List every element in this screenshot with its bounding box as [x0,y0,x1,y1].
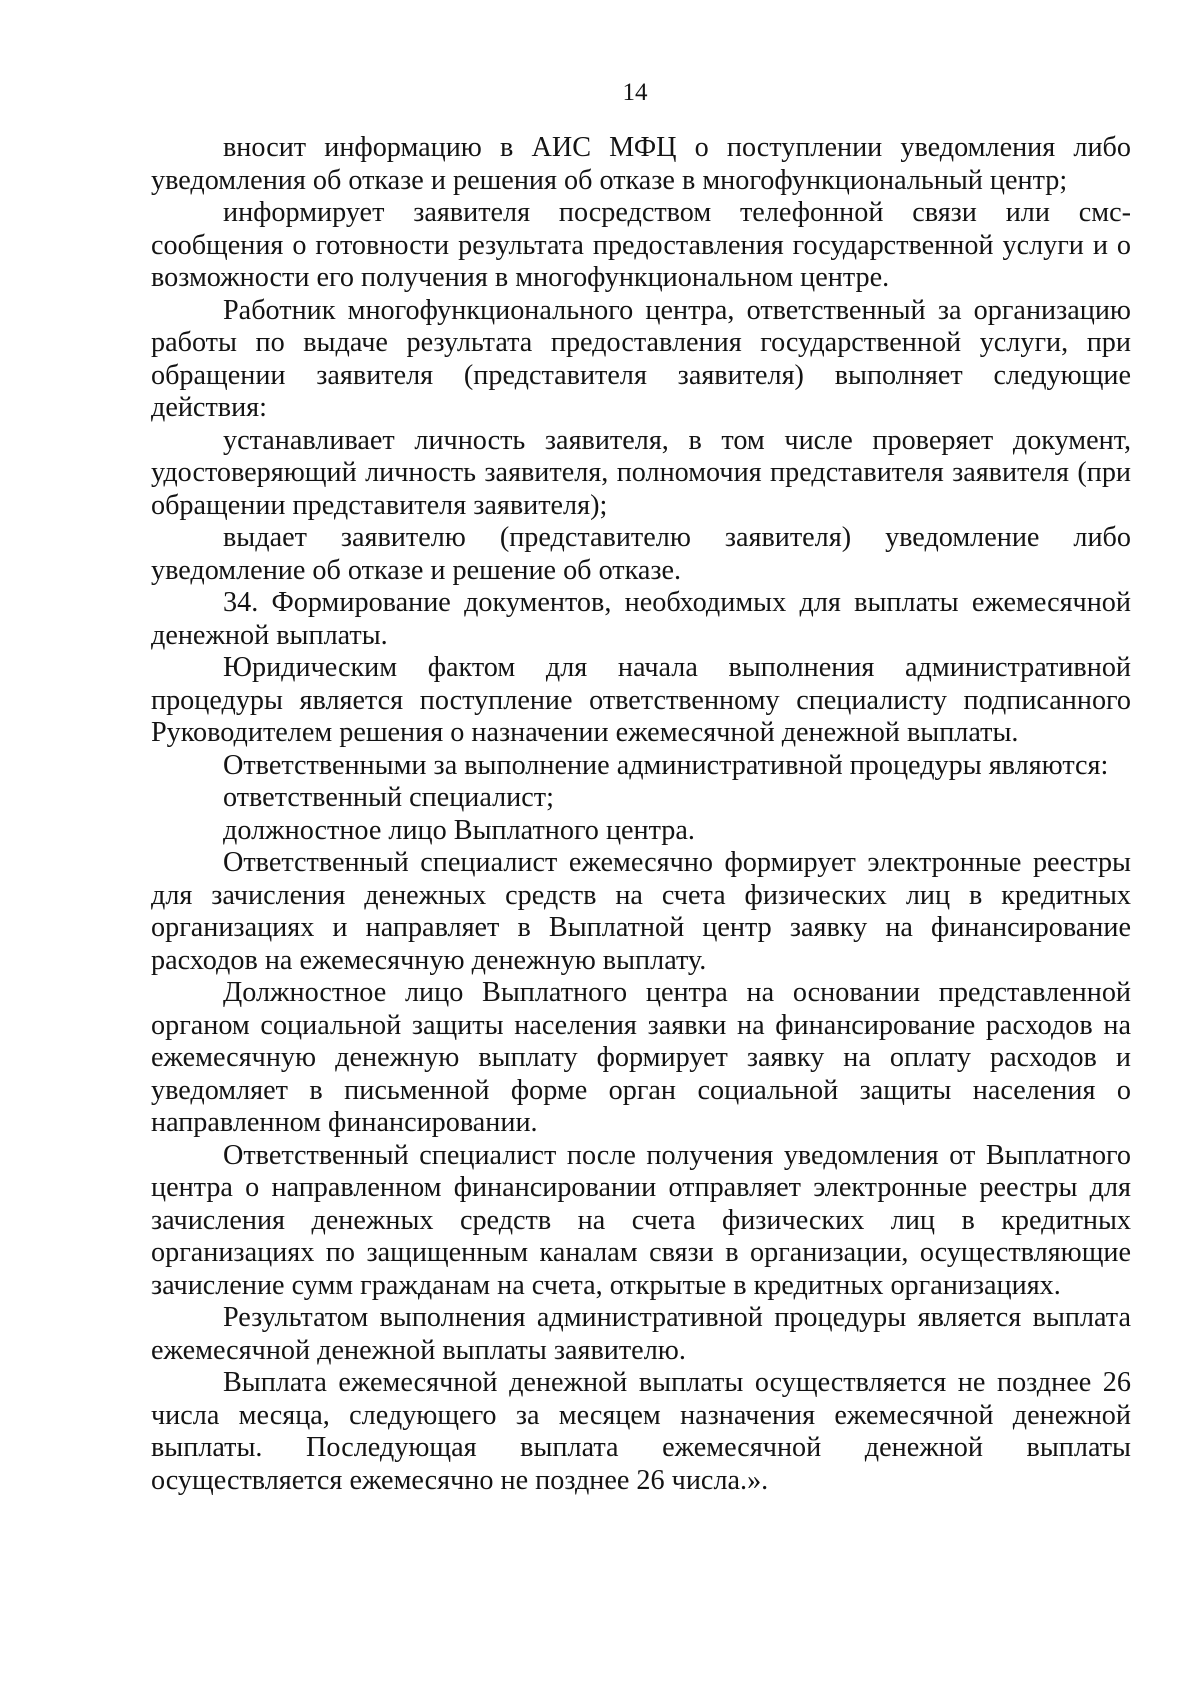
paragraph: Ответственными за выполнение административной процедуры являются: [223,749,1109,781]
paragraph: вносит информацию в АИС МФЦ о поступлении уведомления либо уведомления об отказе и решения об отказе в многофункциональный центр; [151,132,1131,196]
paragraph: Результатом выполнения административной процедуры является выплата ежемесячной денежной выплаты заявителю. [151,1302,1131,1366]
paragraph: Юридическим фактом для начала выполнения административной процедуры является поступление ответственному специалисту подписанного Руководителем решения о назначении ежемесячной денежной выплаты. [151,652,1131,748]
document-body [151,132,1131,1497]
paragraph: информирует заявителя посредством телефонной связи или смс-сообщения о готовности результата предоставления государственной услуги и о возможности его получения в многофункциональном центре. [151,197,1131,293]
paragraph: Ответственный специалист после получения уведомления от Выплатного центра о направленном финансировании отправляет электронные реестры для зачисления денежных средств на счета физических лиц в кредитных организациях по защищенным каналам связи в организации, осуществляющие зачисление сумм гражданам на счета, открытые в кредитных организациях. [151,1139,1131,1301]
paragraph: выдает заявителю (представителю заявителя) уведомление либо уведомление об отказе и решение об отказе. [151,522,1131,586]
paragraph: Должностное лицо Выплатного центра на основании представленной органом социальной защиты населения заявки на финансирование расходов на ежемесячную денежную выплату формирует заявку на оплату расходов и уведомляет в письменной форме орган социальной защиты населения о направленном финансировании. [151,977,1131,1138]
paragraph: Ответственный специалист ежемесячно формирует электронные реестры для зачисления денежных средств на счета физических лиц в кредитных организациях и направляет в Выплатной центр заявку на финансирование расходов на ежемесячную денежную выплату. [151,847,1131,976]
paragraph: Работник многофункционального центра, ответственный за организацию работы по выдаче результата предоставления государственной услуги, при обращении заявителя (представителя заявителя) выполняет следующие действия: [151,294,1131,423]
paragraph: Выплата ежемесячной денежной выплаты осуществляется не позднее 26 числа месяца, следующего за месяцем назначения ежемесячной денежной выплаты. Последующая выплата ежемесячной денежной выплаты осуществляется ежемесячно не позднее 26 числа.». [151,1367,1131,1496]
page-number: 14 [622,79,648,106]
section-heading-paragraph: 34. Формирование документов, необходимых для выплаты ежемесячной денежной выплаты. [151,587,1131,651]
paragraph: ответственный специалист; [223,782,554,813]
paragraph: должностное лицо Выплатного центра. [223,814,695,846]
paragraph: устанавливает личность заявителя, в том числе проверяет документ, удостоверяющий личность заявителя, полномочия представителя заявителя (при обращении представителя заявителя); [151,424,1131,521]
